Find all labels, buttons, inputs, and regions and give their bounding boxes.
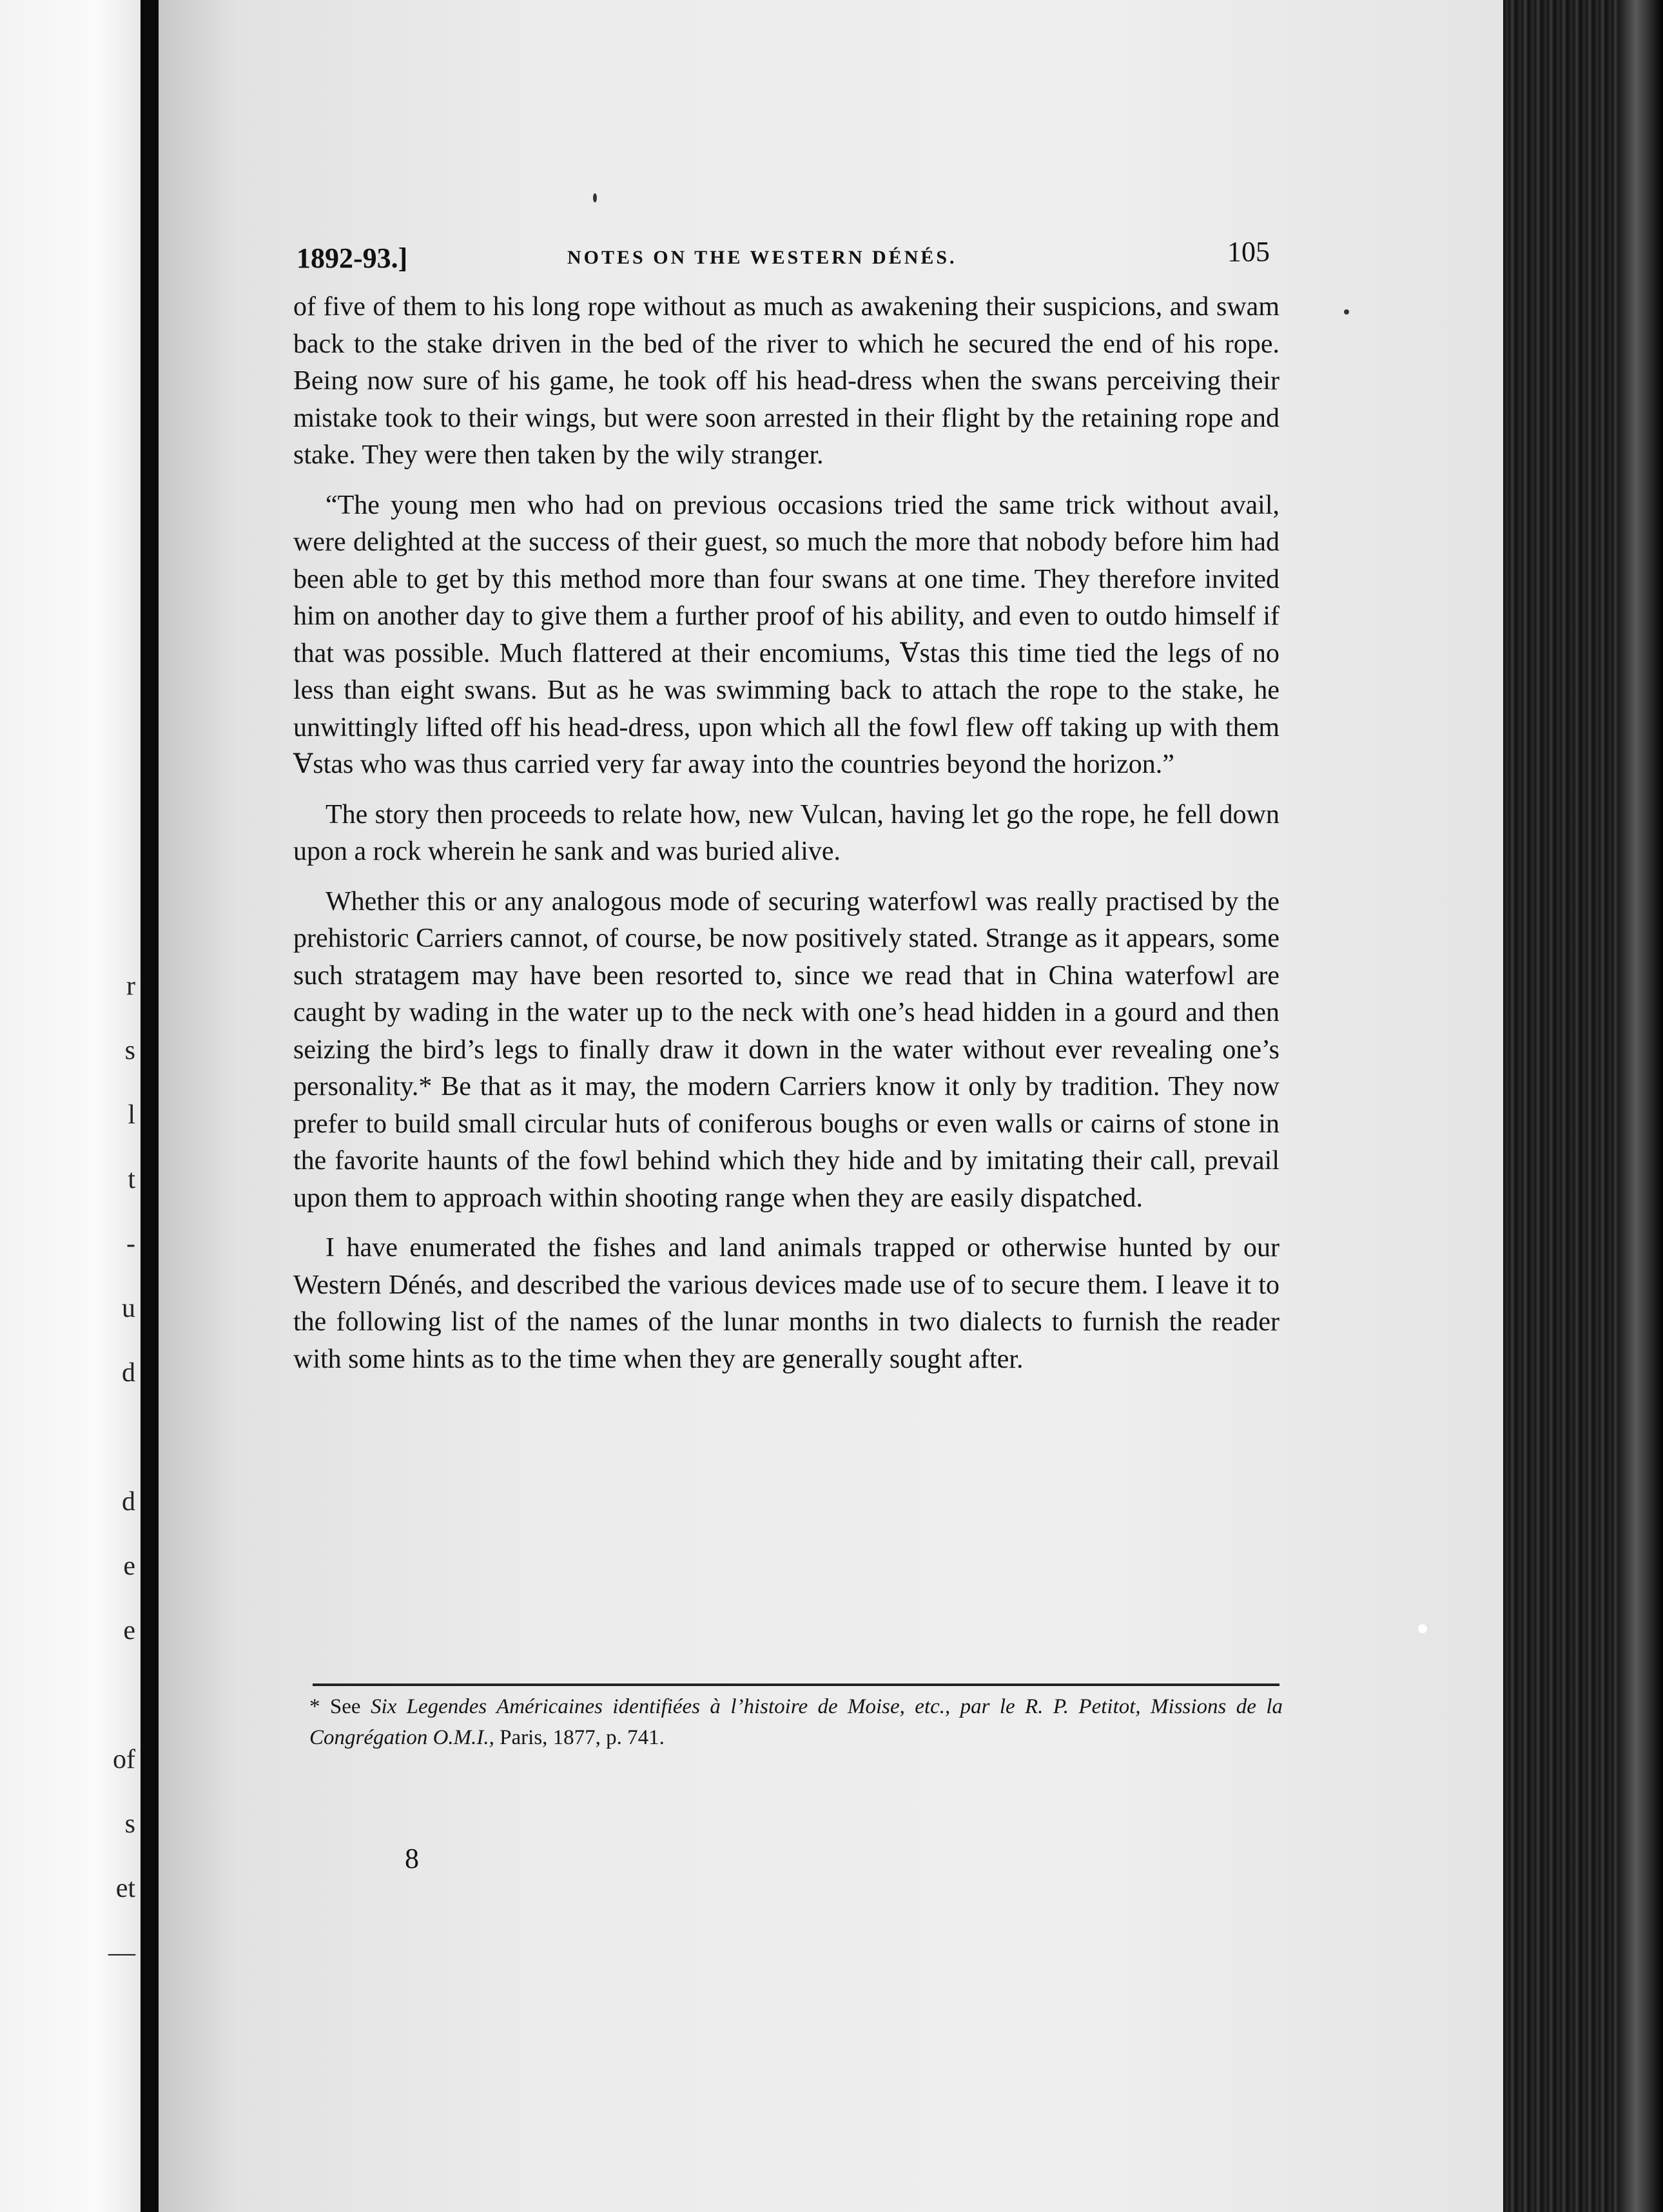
footnote-prefix: * See	[309, 1695, 371, 1718]
paragraph: Whether this or any analogous mode of securing waterfowl was really practised by the prehistoric Carriers cannot, of course, be now positively stated. Strange as it appears, some such stratagem may have been resorted to, since we read that in China waterfowl are caught by wading in the water up to the neck with one’s head hidden in a gourd and then seizing the bird’s legs to finally draw it down in the water without ever revealing one’s personality.* Be that as it may, the modern Carriers know it only by tradition. They now prefer to build small circular huts of coniferous boughs or even walls or cairns of stone in the favorite haunts of the fowl behind which they hide and by imitating their call, prevail upon them to approach within shooting range when they are easily dispatched.	[293, 886, 1279, 1213]
paragraph: “The young men who had on previous occasions tried the same trick without avail, were delighted at the success of their guest, so much the more that nobody before him had been able to get by this method more than four swans at one time. They therefore invited him on another day to give them a further proof of his ability, and even to outdo himself if that was possible. Much flattered at their encomiums, Ɐstas this time tied the legs of no less than eight swans. But as he was swimming back to attach the rope to the stake, he unwittingly lifted off his head-dress, upon which all the fowl flew off taking up with them Ɐstas who was thus carried very far away into the countries beyond the horizon.”	[293, 490, 1279, 779]
fragment: r	[126, 971, 135, 1001]
header-title: NOTES ON THE WESTERN DÉNÉS.	[567, 247, 957, 268]
footnote-suffix: Paris, 1877, p. 741.	[494, 1726, 665, 1749]
facing-page-text-fragments	[97, 954, 135, 1985]
fragment: —	[108, 1938, 135, 1968]
fragment: u	[122, 1294, 135, 1323]
fragment: -	[126, 1229, 135, 1259]
page-number: 105	[1227, 236, 1270, 267]
footnote	[309, 1691, 1283, 1753]
fragment: e	[123, 1616, 135, 1645]
fragment: d	[122, 1358, 135, 1388]
fragment: of	[113, 1745, 135, 1774]
print-speck	[1344, 309, 1349, 315]
facing-page	[0, 0, 141, 2212]
footnote-title: Six Legendes Américaines identifiées à l’histoire de Moise, etc., par le R. P. Petitot, Missions de la Congrégation O.M.I.,	[309, 1695, 1283, 1749]
fragment: d	[122, 1487, 135, 1517]
print-speck	[593, 193, 597, 202]
page-edges	[1503, 0, 1663, 2212]
paragraph: I have enumerated the fishes and land animals trapped or otherwise hunted by our Western Dénés, and described the various devices made use of to secure them. I leave it to the following list of the names of the lunar months in two dialects to furnish the reader with some hints as to the time when they are generally sought after.	[293, 1233, 1279, 1374]
fragment: t	[128, 1165, 135, 1194]
fragment: et	[115, 1874, 135, 1903]
body-text	[293, 289, 1279, 1378]
fragment: e	[123, 1551, 135, 1581]
fragment: s	[124, 1036, 135, 1065]
fragment	[97, 1405, 135, 1470]
fragment: s	[124, 1809, 135, 1839]
print-speck	[1418, 1624, 1427, 1633]
footnote-rule	[313, 1683, 1279, 1686]
signature-mark: 8	[405, 1843, 419, 1874]
fragment	[97, 1663, 135, 1727]
paragraph: of five of them to his long rope without as much as awakening their suspicions, and swam back to the stake driven in the bed of the river to which he secured the end of his rope. Being now sure of his game, he took off his head-dress when the swans perceiving their mistake took to their wings, but were soon arrested in their flight by the retaining rope and stake. They were then taken by the wily stranger.	[293, 292, 1279, 470]
header-year: 1892-93.]	[297, 242, 408, 274]
paragraph: The story then proceeds to relate how, new Vulcan, having let go the rope, he fell down upon a rock wherein he sank and was buried alive.	[293, 799, 1279, 866]
fragment: l	[128, 1100, 135, 1130]
book-gutter	[141, 0, 159, 2212]
running-header	[297, 235, 1270, 280]
